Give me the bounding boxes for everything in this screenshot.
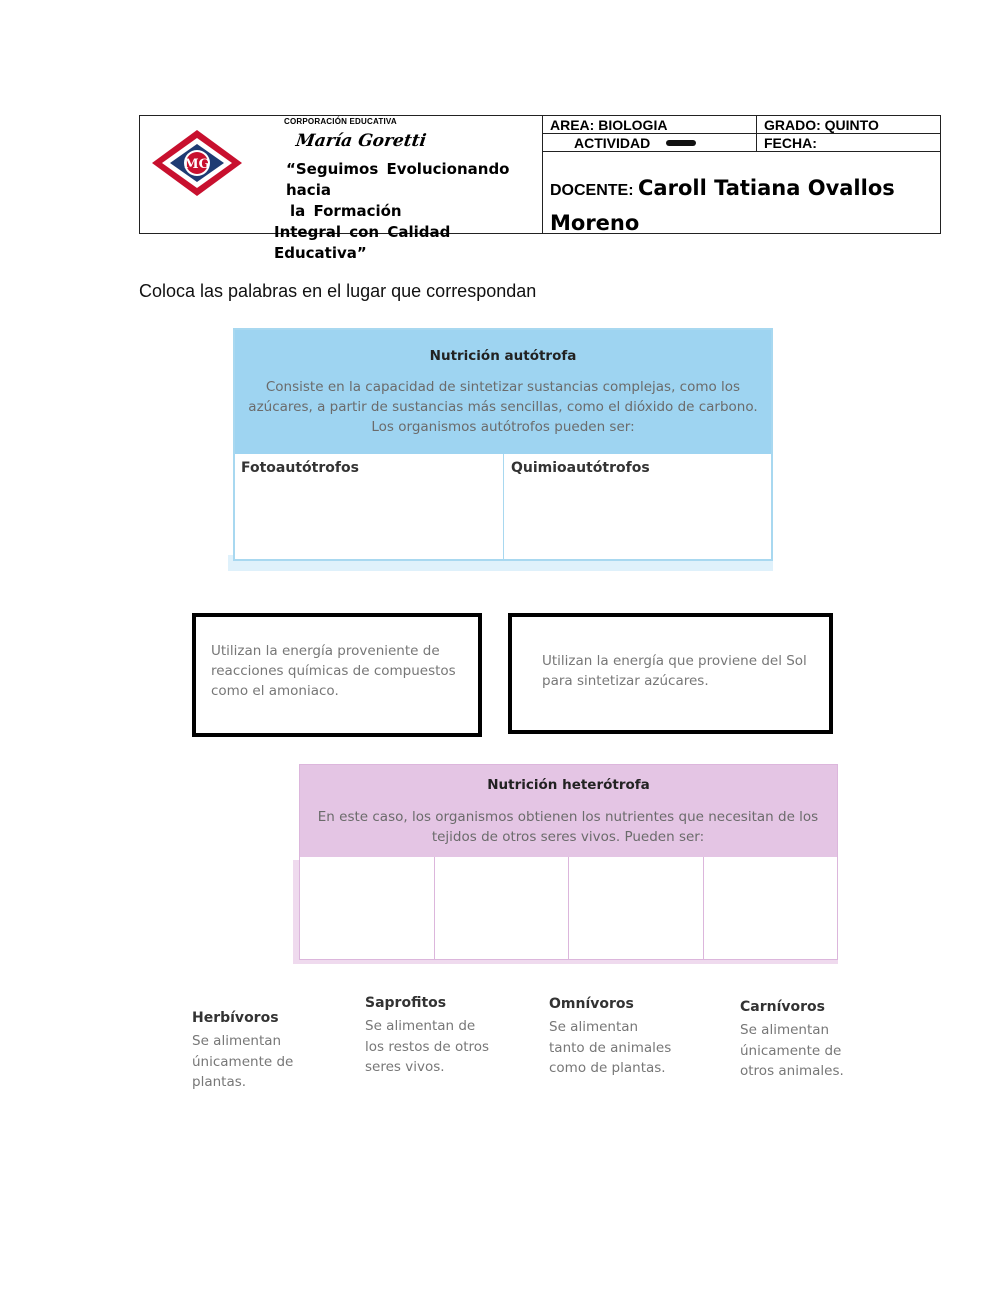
heterotrofa-panel [299,764,838,960]
teacher-name: Caroll Tatiana Ovallos Moreno [550,176,895,235]
activity-dash [666,140,696,146]
heterotrofa-drop-zone-4[interactable] [704,858,836,958]
autotrofa-title: Nutrición autótrofa [429,348,577,364]
teacher-label: DOCENTE: [550,182,634,199]
autotrofa-panel [233,328,773,561]
heterotrofa-header [300,765,837,857]
activity-label: ACTIVIDAD [574,135,651,151]
heterotrofa-drop-zone-3[interactable] [569,858,702,958]
column-divider [756,116,757,151]
slogan [272,159,534,264]
quimioautotrofos-label: Quimioautótrofos [511,460,650,476]
instruction-text: Coloca las palabras en el lugar que correspondan [139,281,537,301]
draggable-tile-saprofitos[interactable] [361,993,501,1079]
header-table [139,115,941,262]
draggable-tile-omnivoros[interactable] [545,994,685,1080]
tile-title: Herbívoros [192,1010,279,1026]
heterotrofa-drop-zone-1[interactable] [301,858,433,958]
heterotrofa-title: Nutrición heterótrofa [487,777,650,793]
draggable-tile-carnivoros[interactable] [736,997,856,1083]
autotrofa-column-divider [503,454,504,559]
date-label: FECHA: [764,135,817,151]
tile-text: Se alimentan de los restos de otros seres vivos. [365,1018,490,1075]
logo-letters: MG [184,157,210,172]
draggable-card-quimio[interactable] [192,613,482,737]
tile-text: Se alimentan únicamente de plantas. [192,1033,294,1090]
slogan-line-2: la Formación [290,202,402,220]
tile-title: Omnívoros [549,996,634,1012]
tile-title: Saprofitos [365,995,447,1011]
tile-text: Se alimentan tanto de animales como de plantas. [549,1019,672,1076]
row-divider [542,151,940,152]
card-text: Utilizan la energía que proviene del Sol para sintetizar azúcares. [542,653,807,689]
header-left-cell [140,116,543,262]
brand-name: María Goretti [294,131,428,151]
autotrofa-description: Consiste en la capacidad de sintetizar sustancias complejas, como los azúcares, a partir de sustancias más sencillas, como el dióxido de carbono. Los organismos autótrofos pueden ser: [248,379,758,435]
fotoautotrofos-label: Fotoautótrofos [241,460,359,476]
tile-text: Se alimentan únicamente de otros animales. [740,1022,844,1079]
header-right-cell [542,116,940,233]
fotoautotrofos-drop-zone[interactable] [237,482,501,557]
tile-title: Carnívoros [740,999,825,1015]
grade-label: GRADO: QUINTO [764,117,879,133]
corporation-label: CORPORACIÓN EDUCATIVA [284,117,397,126]
school-logo-icon [150,128,244,198]
quimioautotrofos-drop-zone[interactable] [507,482,769,557]
area-label: AREA: BIOLOGIA [550,117,668,133]
autotrofa-header [235,330,771,454]
heterotrofa-description: En este caso, los organismos obtienen los nutrientes que necesitan de los tejidos de otros seres vivos. Pueden ser: [317,809,819,845]
teacher-field [550,172,930,242]
slogan-line-1: “Seguimos Evolucionando hacia [286,160,510,199]
heterotrofa-drop-zone-2[interactable] [435,858,567,958]
slogan-line-3: Integral con Calidad Educativa” [274,223,451,262]
row-divider [542,133,940,134]
draggable-card-foto[interactable] [508,613,833,734]
card-text: Utilizan la energía proveniente de reacciones químicas de compuestos como el amoniaco. [211,643,456,699]
draggable-tile-herbivoros[interactable] [188,1006,318,1094]
